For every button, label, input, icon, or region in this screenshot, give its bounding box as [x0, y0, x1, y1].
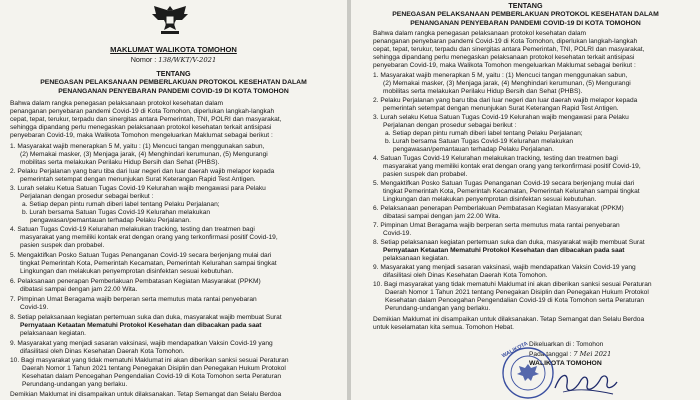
list-item: b. Lurah bersama Satuan Tugas Covid-19 Kelurahan melakukan: [22, 209, 211, 216]
subject-line-2: PENANGANAN PENYEBARAN PANDEMI COVID-19 DI KOTA TOMOHON: [410, 20, 641, 27]
list-item: mobilitas serta melakukan Perilaku Hidup Bersih dan Sehat (PHBS).: [20, 159, 220, 166]
decree-number-label: Nomor :: [130, 55, 157, 64]
list-item: pasien suspek dan probabel.: [383, 171, 468, 178]
list-item: a. Setiap depan pintu rumah diberi label tentang Pelaku Perjalanan;: [22, 201, 220, 208]
list-item: Perjalanan dengan prosedur sebagai berikut :: [20, 193, 154, 200]
list-item: masyarakat yang memiliki kontak erat dengan orang yang terkonfirmasi positif Covid-19,: [20, 234, 278, 241]
list-item: difasilitasi oleh Dinas Kesehatan Daerah Kota Tomohon.: [383, 272, 548, 279]
list-item: Kesehatan dalam Pencegahan Pengendalian Covid-19 di Kota Tomohon serta Peraturan: [385, 297, 645, 304]
list-item: 6. Pelaksanaan penerapan Pemberlakuan Pembatasan Kegiatan Masyarakat (PPKM): [10, 278, 261, 285]
list-item: tingkat Pemerintah Kota, Pemerintah Kecamatan, Pemerintah Kelurahan sampai tingkat: [383, 188, 640, 195]
list-item: 1. Masyarakat wajib menerapkan 5 M, yaitu : (1) Mencuci tangan menggunakan sabun,: [10, 143, 265, 150]
list-item: pemerintah setempat dengan menunjukan Surat Keterangan Rapid Test Antigen.: [20, 176, 256, 183]
list-item: Covid-19.: [383, 230, 412, 237]
list-item: pengawasan/pemantauan terhadap Pelaku Perjalanan.: [393, 146, 554, 153]
list-item: pasien suspek dan probabel.: [20, 242, 105, 249]
intro-line: sehingga dipandang perlu menegaskan pelaksanaan protokol kesehatan terkait antisipasi: [373, 54, 635, 61]
list-item: dibatasi sampai dengan jam 22.00 Wita.: [383, 213, 501, 220]
closing-line-1: Demikian Maklumat ini disampaikan untuk dilaksanakan. Tetap Semangat dan Selalu Berdoa: [373, 316, 645, 323]
garuda-emblem-icon: [150, 2, 190, 36]
list-item: 9. Masyarakat yang menjadi sasaran vaksinasi, wajib mendapatkan Vaksin Covid-19 yang: [10, 340, 273, 347]
signatory-title: WALIKOTA TOMOHON: [529, 360, 602, 367]
intro-line: Bahwa dalam rangka penegasan pelaksanaan protokol kesehatan dalam: [373, 30, 586, 37]
list-item: Pernyataan Ketaatan Mematuhi Protokol Kesehatan dan dibacakan pada saat: [20, 322, 262, 329]
list-item: (2) Memakai masker, (3) Menjaga jarak, (4) Menghindari kerumunan, (5) Mengurangi: [383, 80, 631, 87]
list-item: 1. Masyarakat wajib menerapkan 5 M, yaitu : (1) Mencuci tangan menggunakan sabun,: [373, 72, 628, 79]
intro-line: Bahwa dalam rangka penegasan pelaksanaan protokol kesehatan dalam: [10, 100, 223, 107]
list-item: a. Setiap depan pintu rumah diberi label tentang Pelaku Perjalanan;: [385, 130, 583, 137]
decree-title: MAKLUMAT WALIKOTA TOMOHON: [110, 45, 237, 54]
list-item: Pernyataan Ketaatan Mematuhi Protokol Kesehatan dan dibacakan pada saat: [383, 247, 625, 254]
list-item: 5. Mengaktifkan Posko Satuan Tugas Penanganan Covid-19 secara berjenjang mulai dari: [373, 180, 635, 187]
list-item: 10. Bagi masyarakat yang tidak mematuhi Maklumat ini akan diberikan sanksi sesuai Peraturan: [10, 357, 289, 364]
list-item: difasilitasi oleh Dinas Kesehatan Daerah Kota Tomohon.: [20, 348, 185, 355]
list-item: Daerah Nomor 1 Tahun 2021 tentang Penegakan Disiplin dan Penegakan Hukum Protokol: [385, 289, 649, 296]
decree-number-value: 138/WKT/V-2021: [158, 56, 217, 64]
list-item: 8. Setiap pelaksanaan kegiatan pertemuan suka dan duka, masyarakat wajib membuat Surat: [10, 314, 282, 321]
document-page-left: [0, 0, 347, 400]
list-item: b. Lurah bersama Satuan Tugas Covid-19 Kelurahan melakukan: [385, 138, 574, 145]
issued-date-label: Pada tanggal :: [529, 351, 572, 358]
list-item: 6. Pelaksanaan penerapan Pemberlakuan Pembatasan Kegiatan Masyarakat (PPKM): [373, 205, 624, 212]
intro-line: penanganan penyebaran pandemi Covid-19 di Kota Tomohon, diperlukan langkah-langkah: [373, 38, 638, 45]
intro-line: cepat, tepat, terukur, terpadu dan sinergitas antara Pemerintah, TNI, POLRI dan masyarakat,: [373, 46, 645, 53]
intro-line: sehingga dipandang perlu menegaskan pelaksanaan protokol kesehatan terkait antisipasi: [10, 124, 272, 131]
list-item: Daerah Nomor 1 Tahun 2021 tentang Penegakan Disiplin dan Penegakan Hukum Protokol: [22, 365, 286, 372]
list-item: 4. Satuan Tugas Covid-19 Kelurahan melakukan tracking, testing dan treatmen bagi: [10, 226, 255, 233]
subject-line-2: PENANGANAN PENYEBARAN PANDEMI COVID-19 DI KOTA TOMOHON: [58, 88, 289, 95]
list-item: pelaksanaan kegiatan.: [383, 255, 449, 262]
list-item: dibatasi sampai dengan jam 22.00 Wita.: [20, 286, 138, 293]
intro-line: cepat, tepat, terukur, terpadu dan sinergitas antara Pemerintah, TNI, POLRI dan masyarakat,: [10, 116, 282, 123]
document-page-right: [351, 0, 700, 400]
list-item: 5. Mengaktifkan Posko Satuan Tugas Penanganan Covid-19 secara berjenjang mulai dari: [10, 252, 272, 259]
list-item: Kesehatan dalam Pencegahan Pengendalian Covid-19 di Kota Tomohon serta Peraturan: [22, 373, 282, 380]
about-heading: TENTANG: [156, 69, 191, 78]
list-item: Lingkungan dan melakukan penyemprotan disinfektan sesuai kebutuhan.: [20, 268, 234, 275]
closing-line-2: untuk keselamatan kita semua. Tomohon Hebat.: [373, 324, 514, 331]
list-item: 2. Pelaku Perjalanan yang baru tiba dari luar negeri dan luar daerah wajib melapor kepada: [373, 97, 638, 104]
closing-text: Demikian Maklumat ini disampaikan untuk dilaksanakan. Tetap Semangat dan Selalu Berdoa: [10, 391, 282, 398]
list-item: masyarakat yang memiliki kontak erat dengan orang yang terkonfirmasi positif Covid-19,: [383, 163, 641, 170]
decree-number: [0, 56, 347, 65]
list-item: Perjalanan dengan prosedur sebagai berikut :: [383, 122, 517, 129]
list-item: Lingkungan dan melakukan penyemprotan disinfektan sesuai kebutuhan.: [383, 196, 597, 203]
subject-line-1: PENEGASAN PELAKSANAAN PEMBERLAKUAN PROTOKOL KESEHATAN DALAM: [40, 79, 307, 86]
subject-line-1: PENEGASAN PELAKSANAAN PEMBERLAKUAN PROTOKOL KESEHATAN DALAM: [392, 11, 659, 18]
list-item: 8. Setiap pelaksanaan kegiatan pertemuan suka dan duka, masyarakat wajib membuat Surat: [373, 239, 645, 246]
list-item: 7. Pimpinan Umat Beragama wajib berperan serta memutus mata rantai penyebaran: [10, 296, 257, 303]
list-item: tingkat Pemerintah Kota, Pemerintah Kecamatan, Pemerintah Kelurahan sampai tingkat: [20, 260, 277, 267]
intro-line: penanganan penyebaran pandemi Covid-19 di Kota Tomohon, diperlukan langkah-langkah: [10, 108, 275, 115]
issued-date-value: 7 Mei 2021: [573, 350, 612, 358]
list-item: 7. Pimpinan Umat Beragama wajib berperan serta memutus mata rantai penyebaran: [373, 222, 620, 229]
list-item: pelaksanaan kegiatan.: [20, 330, 86, 337]
list-item: mobilitas serta melakukan Perilaku Hidup Bersih dan Sehat (PHBS).: [383, 88, 583, 95]
list-item: Perundang-undangan yang berlaku.: [22, 381, 128, 388]
intro-line: penyebaran Covid-19, maka Walikota Tomohon mengeluarkan Maklumat sebagai berikut :: [10, 132, 273, 139]
list-item: 9. Masyarakat yang menjadi sasaran vaksinasi, wajib mendapatkan Vaksin Covid-19 yang: [373, 264, 636, 271]
intro-line: penyebaran Covid-19, maka Walikota Tomohon mengeluarkan Maklumat sebagai berikut :: [373, 62, 636, 69]
list-item: 3. Lurah selaku Ketua Satuan Tugas Covid-19 Kelurahan wajib mengawasi para Pelaku: [373, 114, 629, 121]
list-item: (2) Memakai masker, (3) Menjaga jarak, (4) Menghindari kerumunan, (5) Mengurangi: [20, 151, 268, 158]
closing-line-1-visible: [10, 391, 281, 400]
about-heading: TENTANG: [508, 1, 543, 10]
stamp-text: WALIKOTA: [501, 340, 529, 360]
signature-icon: [551, 366, 621, 400]
list-item: Perundang-undangan yang berlaku.: [385, 305, 491, 312]
list-item: pemerintah setempat dengan menunjukan Surat Keterangan Rapid Test Antigen.: [383, 105, 619, 112]
issued-place: Dikeluarkan di : Tomohon: [529, 341, 604, 348]
list-item: 3. Lurah selaku Ketua Satuan Tugas Covid-19 Kelurahan wajib mengawasi para Pelaku: [10, 185, 266, 192]
list-item: 10. Bagi masyarakat yang tidak mematuhi Maklumat ini akan diberikan sanksi sesuai Peraturan: [373, 281, 652, 288]
list-item: Covid-19.: [20, 304, 49, 311]
list-item: 4. Satuan Tugas Covid-19 Kelurahan melakukan tracking, testing dan treatmen bagi: [373, 155, 618, 162]
list-item: 2. Pelaku Perjalanan yang baru tiba dari luar negeri dan luar daerah wajib melapor kepada: [10, 168, 275, 175]
list-item: pengawasan/pemantauan terhadap Pelaku Perjalanan.: [30, 217, 191, 224]
